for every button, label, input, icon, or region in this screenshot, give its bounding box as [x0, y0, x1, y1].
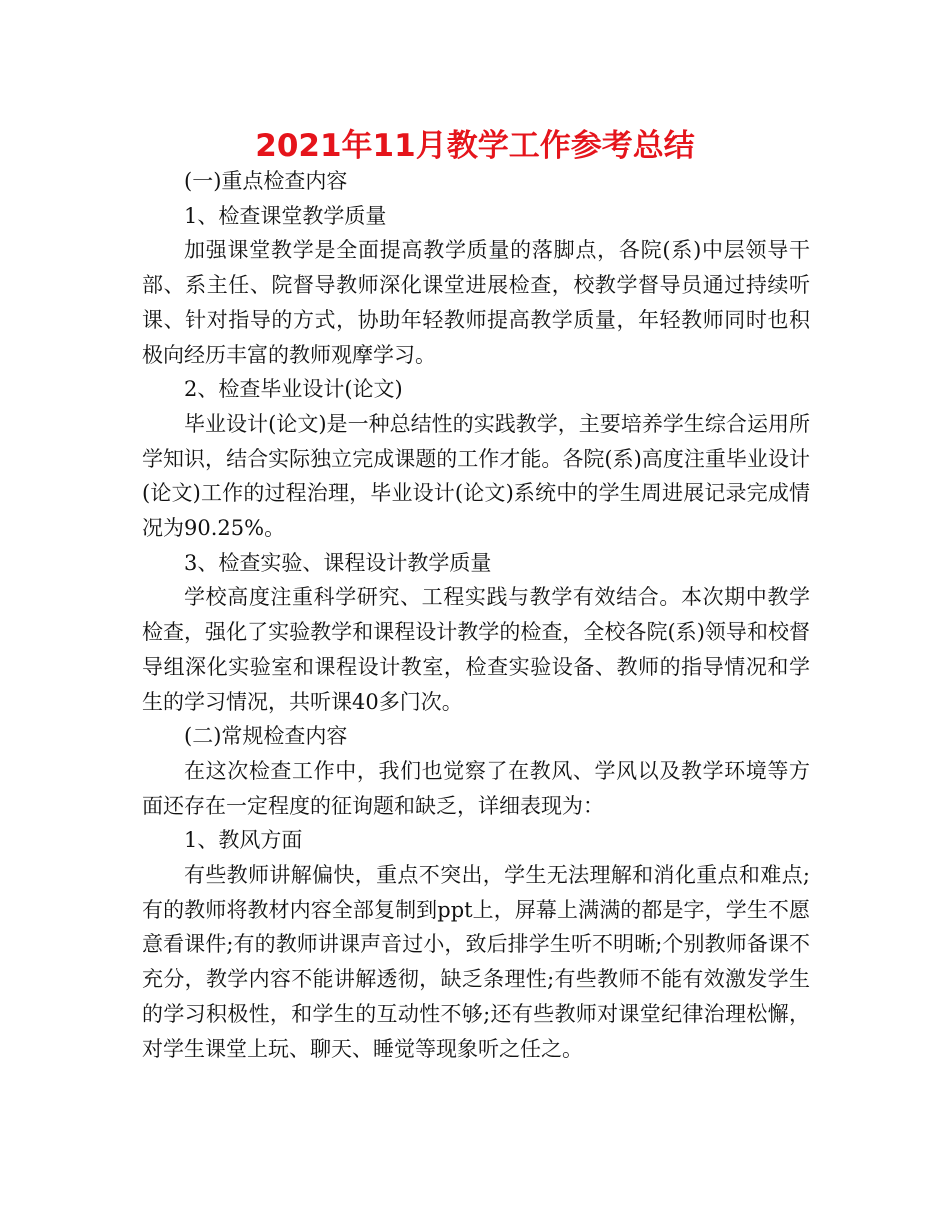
- subheading-experiment-course-design: 3、检查实验、课程设计教学质量: [184, 550, 492, 575]
- paragraph-graduation-design: 毕业设计(论文)是一种总结性的实践教学，主要培养学生综合运用所学知识，结合实际独立完成课题的工作才能。各院(系)高度注重毕业设计(论文)工作的过程治理，毕业设计(论文)系统中的学生周进展记录完成情况为90.25%。: [142, 411, 810, 541]
- subheading-classroom-quality: 1、检查课堂教学质量: [184, 203, 387, 228]
- paragraph-classroom-quality: 加强课堂教学是全面提高教学质量的落脚点，各院(系)中层领导干部、系主任、院督导教师深化课堂进展检查，校教学督导员通过持续听课、针对指导的方式，协助年轻教师提高教学质量，年轻教师同时也积极向经历丰富的教师观摩学习。: [142, 238, 810, 367]
- subheading-graduation-design: 2、检查毕业设计(论文): [184, 377, 403, 402]
- document-body: [142, 164, 810, 1066]
- paragraph-experiment-course-design: 学校高度注重科学研究、工程实践与教学有效结合。本次期中教学检查，强化了实验教学和课程设计教学的检查，全校各院(系)领导和校督导组深化实验室和课程设计教室，检查实验设备、教师的指导情况和学生的学习情况，共听课40多门次。: [142, 585, 810, 714]
- paragraph-teaching-style: 有些教师讲解偏快，重点不突出，学生无法理解和消化重点和难点;有的教师将教材内容全部复制到ppt上，屏幕上满满的都是字，学生不愿意看课件;有的教师讲课声音过小，致后排学生听不明晰;个别教师备课不充分，教学内容不能讲解透彻，缺乏条理性;有些教师不能有效激发学生的学习积极性，和学生的互动性不够;还有些教师对课堂纪律治理松懈，对学生课堂上玩、聊天、睡觉等现象听之任之。: [142, 863, 810, 1061]
- section-heading-key-inspection: (一)重点检查内容: [184, 169, 348, 193]
- section-heading-routine-inspection: (二)常规检查内容: [184, 724, 348, 749]
- subheading-teaching-style: 1、教风方面: [184, 828, 303, 853]
- document-title: 2021年11月教学工作参考总结: [255, 128, 695, 164]
- paragraph-routine-inspection: 在这次检查工作中，我们也觉察了在教风、学风以及教学环境等方面还存在一定程度的征询题和缺乏，详细表现为：: [142, 758, 810, 818]
